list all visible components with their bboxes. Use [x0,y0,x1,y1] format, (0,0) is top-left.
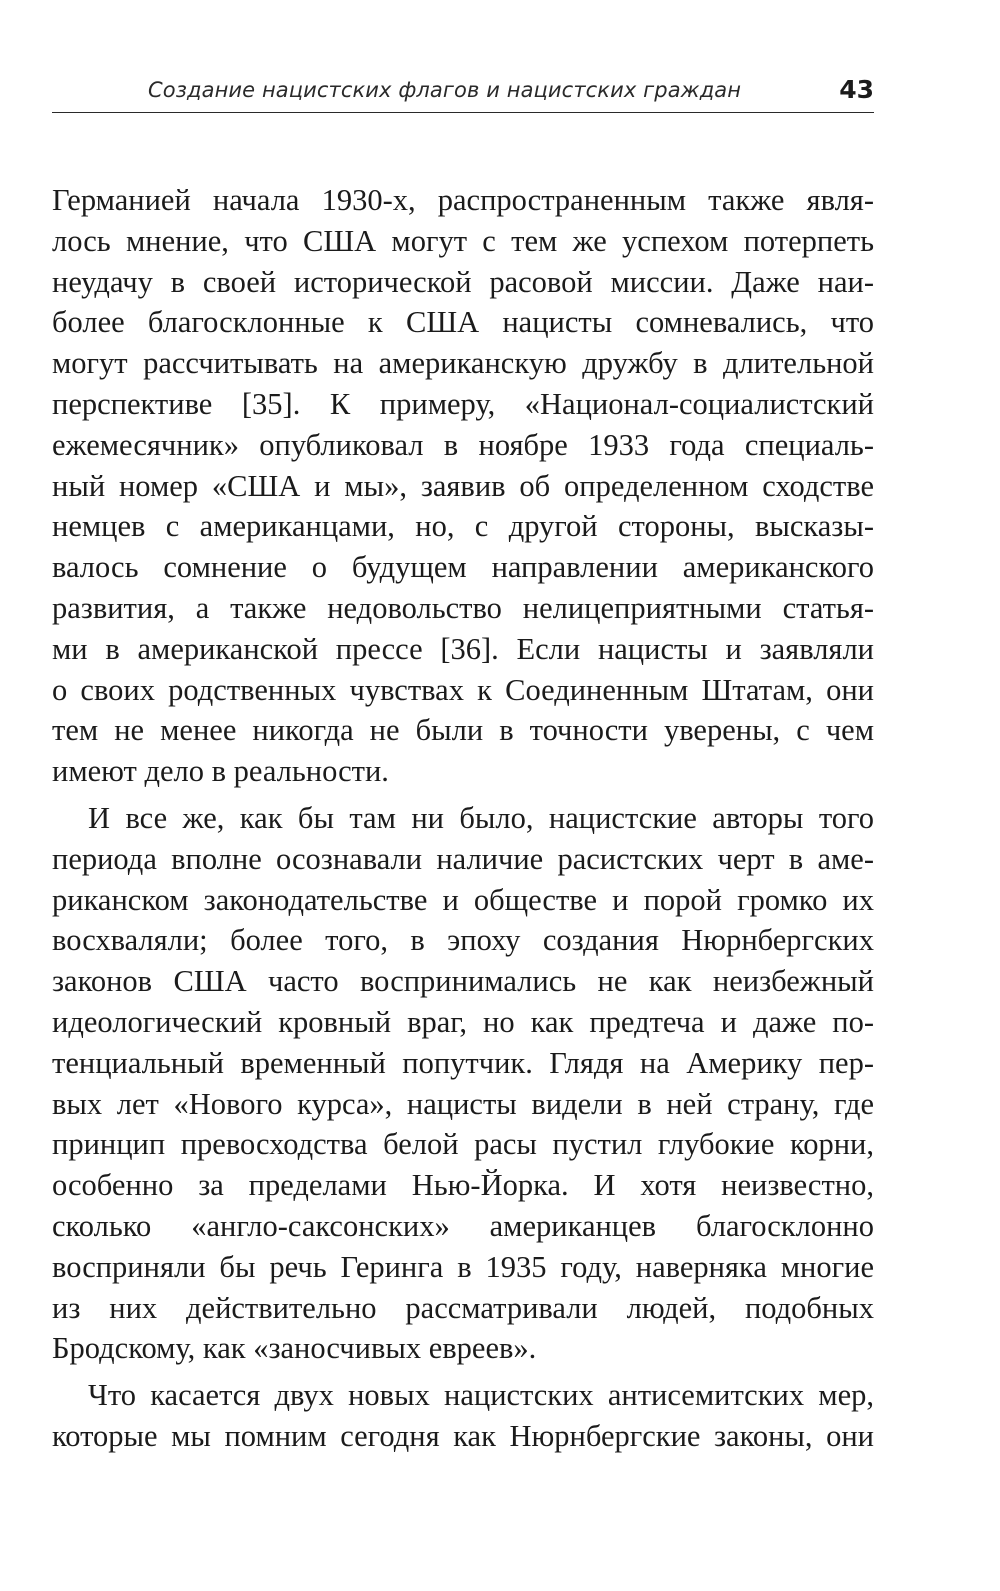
text-line: восприняли бы речь Геринга в 1935 году, наверняка многие [52,1249,874,1284]
text-line: законов США часто воспринимались не как неизбежный [52,964,874,999]
text-line: которые мы помним сегодня как Нюрнбергские законы, они [52,1418,874,1453]
text-line: Германией начала 1930-х, распространенным также явля- [52,183,874,217]
text-line: более благосклонные к США нацисты сомневались, что [52,305,874,340]
text-line: ежемесячник» опубликовал в ноябре 1933 года специаль- [52,427,874,462]
text-line: И все же, как бы там ни было, нацистские авторы того [88,800,874,835]
text-line: идеологический кровный враг, но как предтеча и даже по- [52,1004,874,1039]
running-title: Создание нацистских флагов и нацистских граждан [148,78,742,102]
text-line: лось мнение, что США могут с тем же успехом потерпеть [52,223,874,258]
paragraph-3 [52,1375,874,1457]
text-line: ми в американской прессе [36]. Если нацисты и заявляли [52,631,874,666]
text-line: тенциальный временный попутчик. Глядя на Америку пер- [52,1045,874,1080]
text-line: сколько «англо-саксонских» американцев благосклонно [52,1208,874,1243]
text-line: неудачу в своей исторической расовой миссии. Даже наи- [52,264,874,299]
text-line: валось сомнение о будущем направлении американского [52,550,874,585]
page-number: 43 [839,75,874,104]
text-line: вых лет «Нового курса», нацисты видели в ней страну, где [52,1086,874,1121]
text-line: могут рассчитывать на американскую дружбу в длительной [52,346,874,381]
text-line: тем не менее никогда не были в точности уверены, с чем [52,713,874,748]
body-text [52,180,874,1457]
text-line: принцип превосходства белой расы пустил глубокие корни, [52,1127,874,1162]
text-line: периода вполне осознавали наличие расистских черт в аме- [52,841,874,876]
text-line: риканском законодательстве и обществе и порой громко их [52,882,874,917]
text-line: перспективе [35]. К примеру, «Национал-социалистский [52,386,874,421]
text-line: развития, а также недовольство нелицеприятными статья- [52,590,874,625]
running-header [52,62,874,113]
paragraph-1 [52,180,874,792]
text-line: Бродскому, как «заносчивых евреев». [52,1331,537,1366]
text-line: имеют дело в реальности. [52,754,389,789]
text-line: Что касается двух новых нацистских антисемитских мер, [88,1378,874,1413]
text-line: особенно за пределами Нью-Йорка. И хотя неизвестно, [52,1168,874,1203]
text-line: восхваляли; более того, в эпоху создания Нюрнбергских [52,923,874,958]
text-line: немцев с американцами, но, с другой стороны, высказы- [52,509,874,544]
text-line: из них действительно рассматривали людей, подобных [52,1290,874,1325]
text-line: ный номер «США и мы», заявив об определенном сходстве [52,468,874,503]
paragraph-2 [52,798,874,1369]
text-line: о своих родственных чувствах к Соединенным Штатам, они [52,672,874,707]
